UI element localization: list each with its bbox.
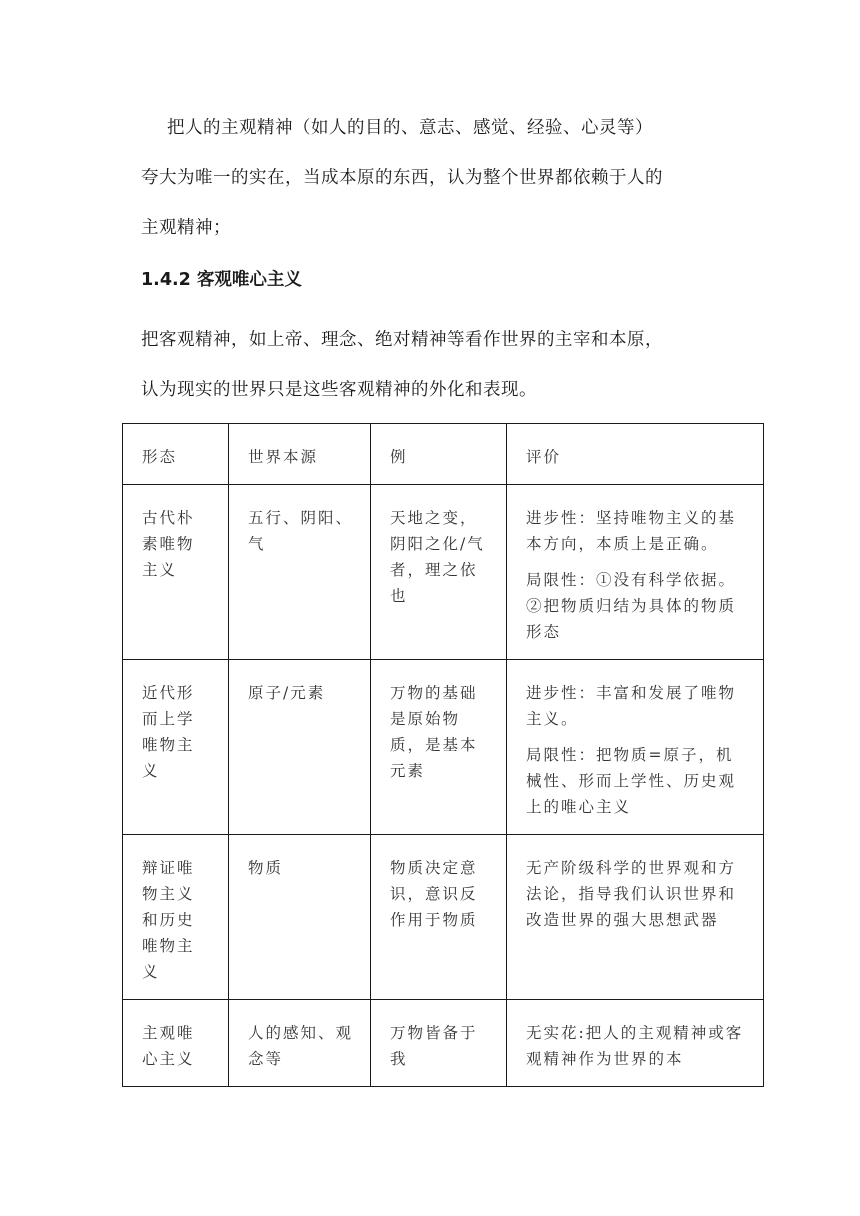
header-cell-origin: 世界本源 — [229, 424, 371, 485]
evaluation-paragraph: 进步性：坚持唯物主义的基本方向，本质上是正确。 — [526, 509, 737, 553]
header-cell-form: 形态 — [123, 424, 229, 485]
cell-evaluation — [507, 485, 764, 660]
table-row — [123, 485, 764, 660]
cell-origin: 人的感知、观念等 — [229, 1000, 371, 1087]
evaluation-paragraph: 无实花:把人的主观精神或客观精神作为世界的本 — [526, 1024, 744, 1068]
paragraph-objective-idealism — [141, 315, 741, 415]
evaluation-paragraph: 局限性：①没有科学依据。②把物质归结为具体的物质形态 — [526, 571, 737, 641]
cell-form: 古代朴素唯物主义 — [123, 485, 229, 660]
text-line: 主观精神； — [141, 218, 231, 238]
cell-form: 主观唯心主义 — [123, 1000, 229, 1087]
cell-origin: 物质 — [229, 835, 371, 1000]
cell-evaluation — [507, 835, 764, 1000]
cell-example: 物质决定意识，意识反作用于物质 — [371, 835, 507, 1000]
text-line: 把人的主观精神（如人的目的、意志、感觉、经验、心灵等） — [167, 118, 653, 138]
cell-form: 近代形而上学唯物主义 — [123, 660, 229, 835]
evaluation-paragraph: 无产阶级科学的世界观和方法论，指导我们认识世界和改造世界的强大思想武器 — [526, 859, 737, 929]
table-header-row — [123, 424, 764, 485]
cell-example: 天地之变，阴阳之化/气者，理之依也 — [371, 485, 507, 660]
cell-example: 万物的基础是原始物质，是基本元素 — [371, 660, 507, 835]
text-line: 认为现实的世界只是这些客观精神的外化和表现。 — [141, 380, 537, 400]
cell-example: 万物皆备于我 — [371, 1000, 507, 1087]
cell-evaluation — [507, 1000, 764, 1087]
philosophy-comparison-table — [122, 423, 764, 1087]
text-line: 把客观精神，如上帝、理念、绝对精神等看作世界的主宰和本原， — [141, 330, 663, 350]
evaluation-paragraph: 局限性：把物质=原子，机械性、形而上学性、历史观上的唯心主义 — [526, 746, 737, 816]
cell-form: 辩证唯物主义和历史唯物主义 — [123, 835, 229, 1000]
section-heading: 1.4.2 客观唯心主义 — [141, 270, 302, 290]
header-cell-evaluation: 评价 — [507, 424, 764, 485]
evaluation-paragraph: 进步性：丰富和发展了唯物主义。 — [526, 684, 737, 728]
cell-evaluation — [507, 660, 764, 835]
cell-origin: 原子/元素 — [229, 660, 371, 835]
paragraph-subjective-idealism — [141, 103, 741, 253]
table-row — [123, 1000, 764, 1087]
cell-origin: 五行、阴阳、气 — [229, 485, 371, 660]
table-row — [123, 835, 764, 1000]
table-row — [123, 660, 764, 835]
text-line: 夸大为唯一的实在，当成本原的东西，认为整个世界都依赖于人的 — [141, 168, 663, 188]
header-cell-example: 例 — [371, 424, 507, 485]
